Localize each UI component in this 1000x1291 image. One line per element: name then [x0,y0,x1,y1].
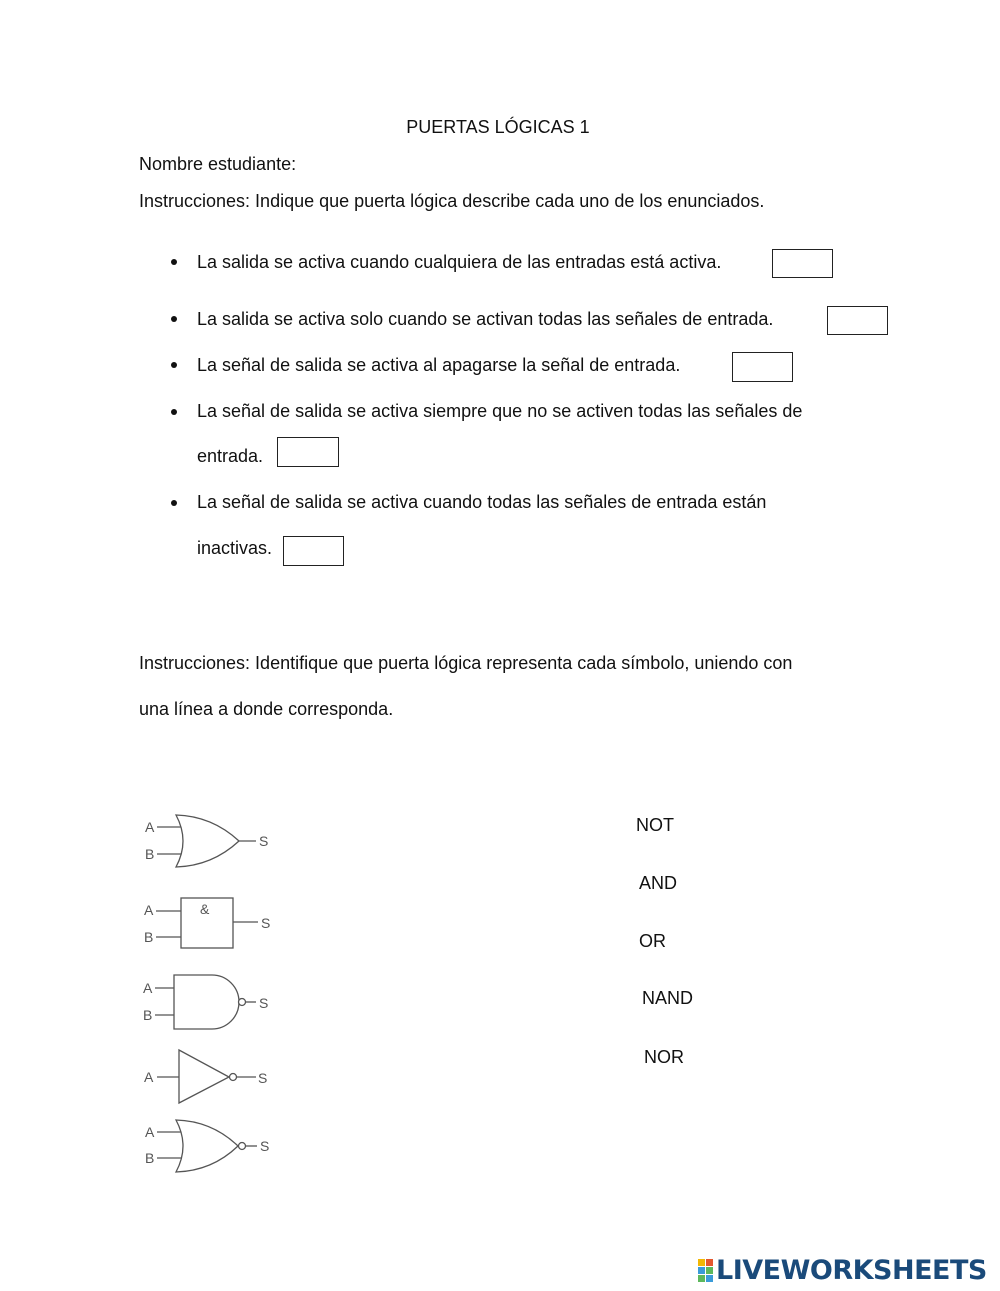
answer-box-4[interactable] [277,437,339,467]
logo-blocks-icon [698,1259,713,1282]
gate-2-inner-label: & [200,901,210,917]
nor-gate-symbol[interactable] [140,1113,280,1177]
gate-2-input-b: B [144,929,154,945]
liveworksheets-logo [698,1254,987,1286]
not-gate-symbol[interactable] [140,1045,280,1109]
bullet-3 [171,362,177,368]
bullet-2 [171,316,177,322]
option-not[interactable]: NOT [636,815,674,835]
gate-1-input-a: A [145,819,155,835]
page-title: PUERTAS LÓGICAS 1 [406,117,590,137]
or-gate-symbol[interactable] [140,808,280,872]
logo-text: LIVEWORKSHEETS [716,1254,987,1286]
gate-1-input-b: B [145,846,155,862]
gate-3-input-b: B [143,1007,153,1023]
option-or[interactable]: OR [639,931,666,951]
instructions-1: Instrucciones: Indique que puerta lógica describe cada uno de los enunciados. [139,191,765,211]
nand-gate-symbol[interactable] [140,970,280,1034]
and-gate-symbol[interactable] [140,892,280,956]
answer-box-1[interactable] [772,249,833,278]
gate-5-input-b: B [145,1150,155,1166]
statement-3: La señal de salida se activa al apagarse la señal de entrada. [197,355,681,375]
bullet-4 [171,409,177,415]
answer-box-5[interactable] [283,536,344,566]
gate-3-output: S [259,995,269,1011]
student-name-label: Nombre estudiante: [139,154,297,174]
instructions-2-continued: una línea a donde corresponda. [139,699,394,719]
gate-5-output: S [260,1138,270,1154]
answer-box-2[interactable] [827,306,888,335]
statement-5: La señal de salida se activa cuando todas las señales de entrada están [197,492,767,512]
gate-1-output: S [259,833,269,849]
bullet-5 [171,500,177,506]
gate-5-input-a: A [145,1124,155,1140]
statement-1: La salida se activa cuando cualquiera de las entradas está activa. [197,252,722,272]
gate-3-input-a: A [143,980,153,996]
gate-2-input-a: A [144,902,154,918]
gate-4-input-a: A [144,1069,154,1085]
statement-2: La salida se activa solo cuando se activan todas las señales de entrada. [197,309,774,329]
option-nor[interactable]: NOR [644,1047,684,1067]
option-nand[interactable]: NAND [642,988,694,1008]
gate-2-output: S [261,915,271,931]
statement-4-continued: entrada. [197,446,264,466]
instructions-2: Instrucciones: Identifique que puerta lógica representa cada símbolo, uniendo con [139,653,793,673]
bullet-1 [171,259,177,265]
statement-4: La señal de salida se activa siempre que no se activen todas las señales de [197,401,803,421]
gate-4-output: S [258,1070,268,1086]
statement-5-continued: inactivas. [197,538,273,558]
option-and[interactable]: AND [639,873,678,893]
answer-box-3[interactable] [732,352,793,382]
